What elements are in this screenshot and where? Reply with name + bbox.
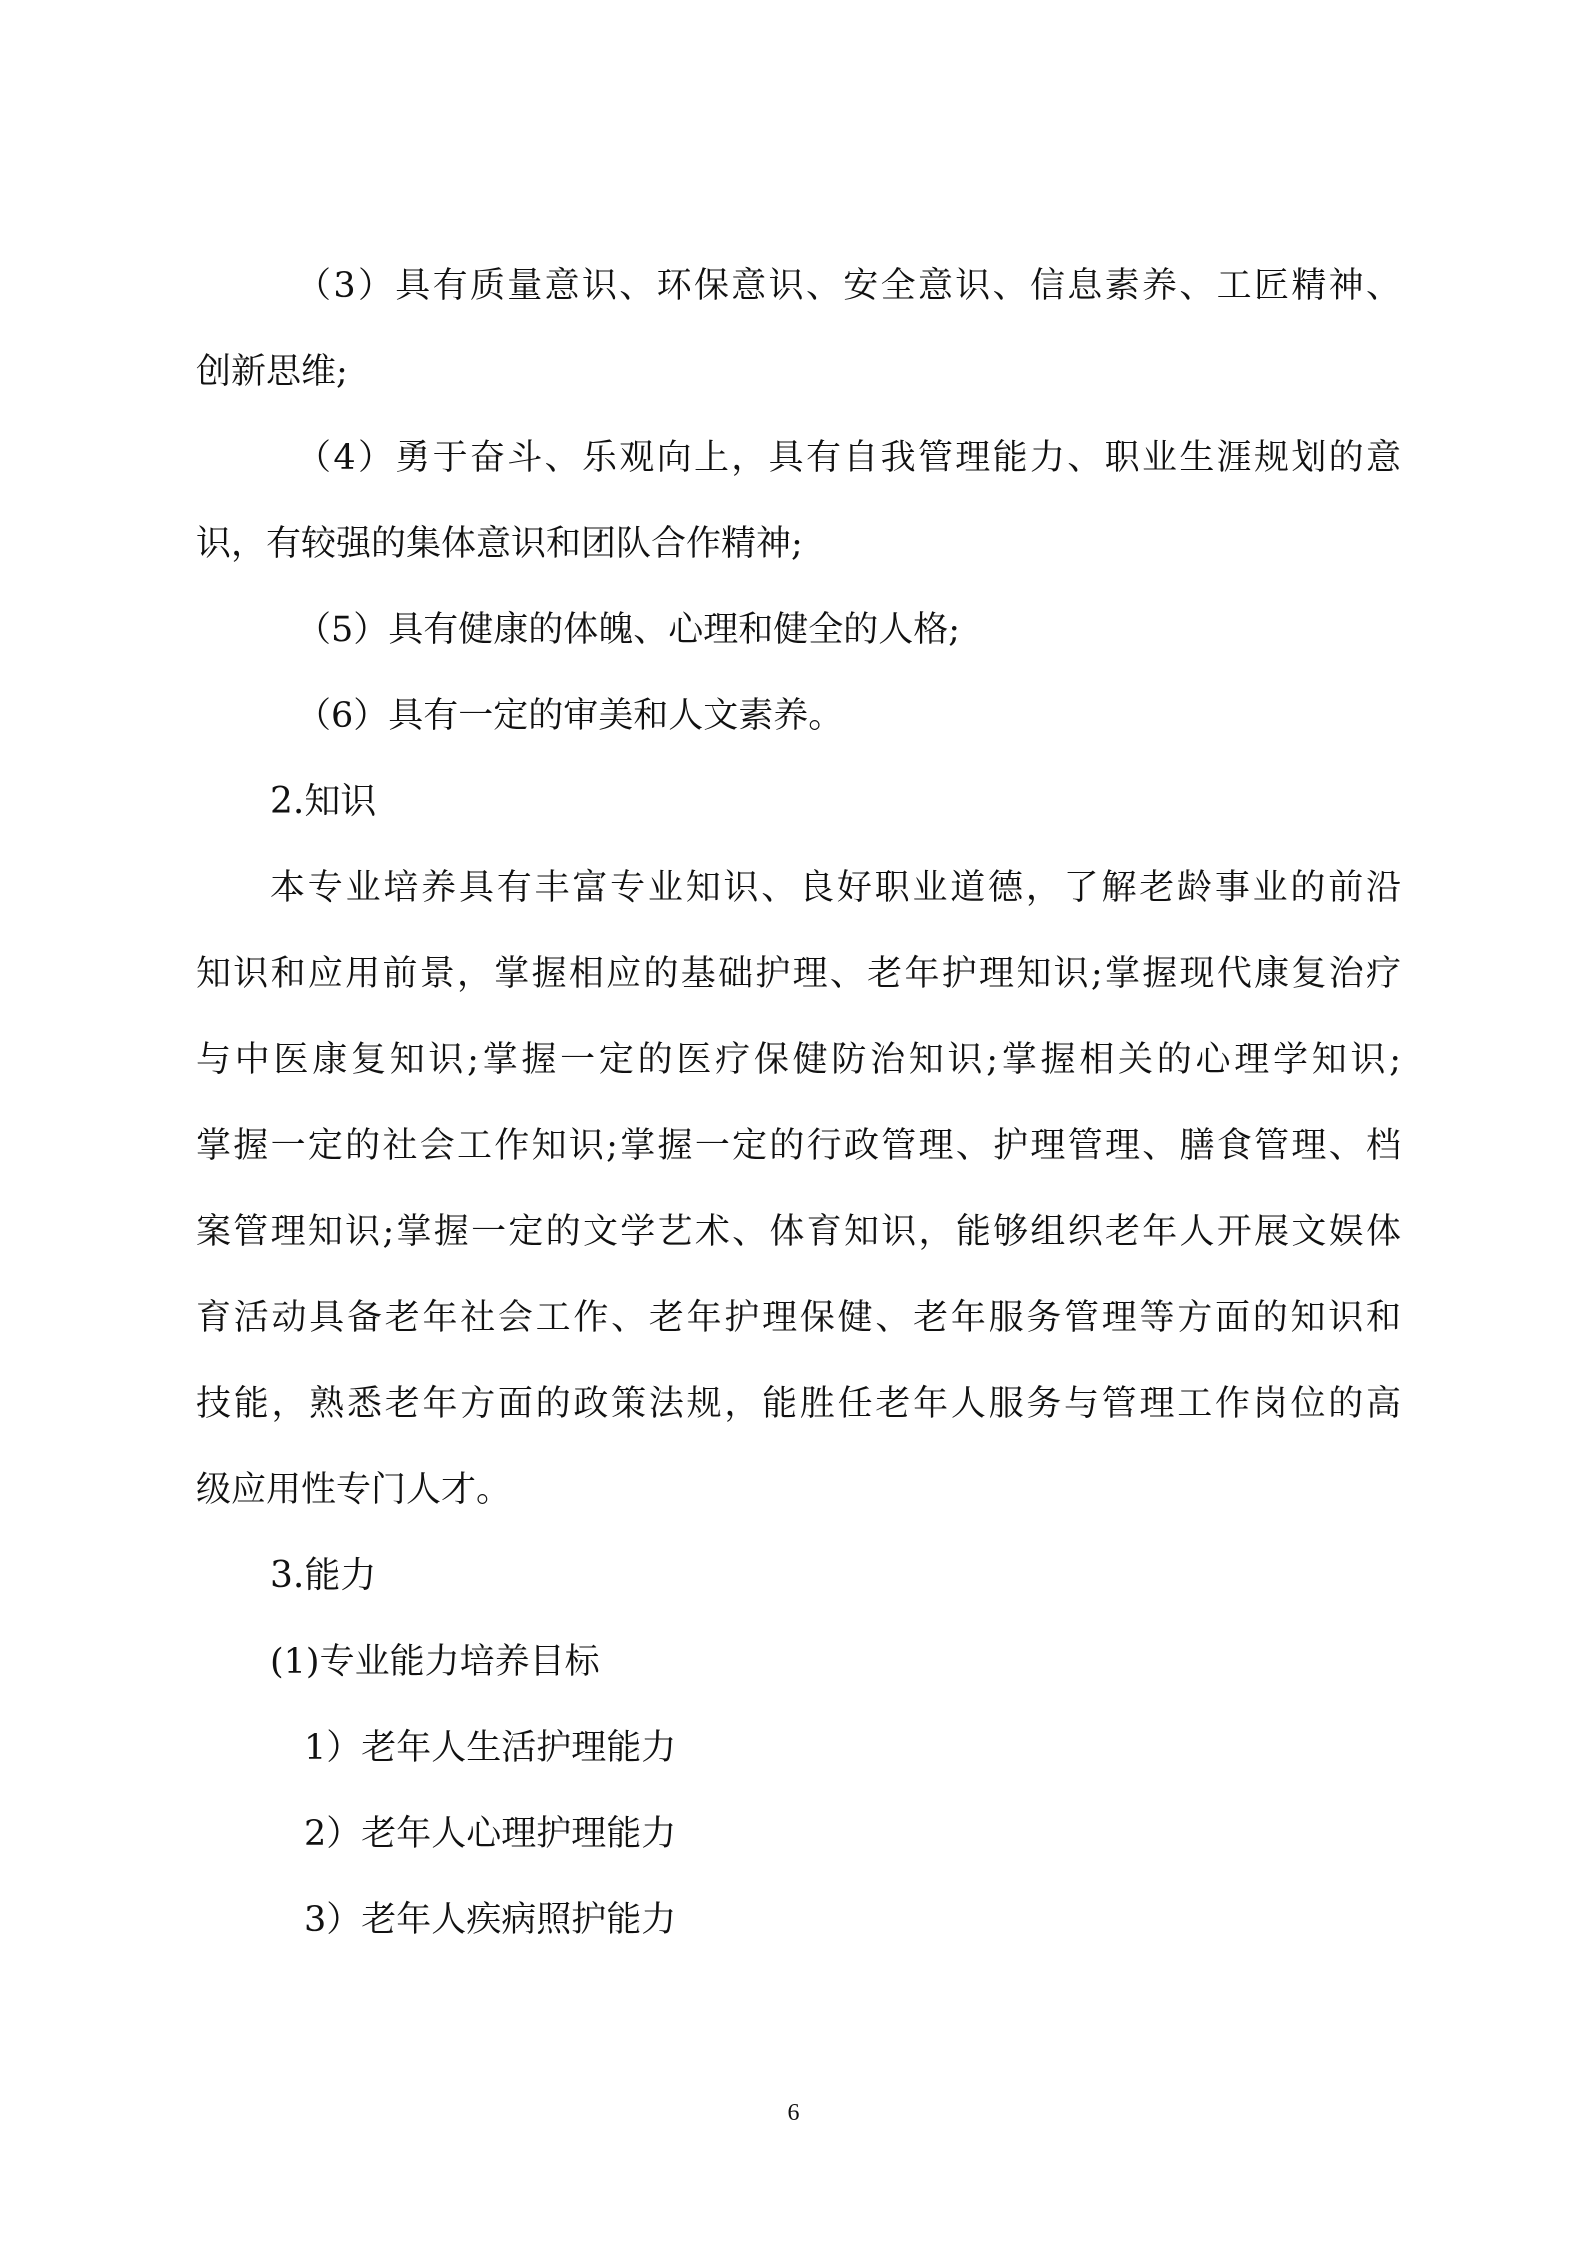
quality-item-4-line-1: （4）勇于奋斗、乐观向上，具有自我管理能力、职业生涯规划的意 <box>296 438 1401 478</box>
knowledge-line-1: 本专业培养具有丰富专业知识、良好职业道德，了解老龄事业的前沿 <box>270 868 1401 908</box>
ability-subheading: (1)专业能力培养目标 <box>270 1642 600 1682</box>
ability-item-1: 1）老年人生活护理能力 <box>304 1728 677 1768</box>
knowledge-heading: 2.知识 <box>270 781 377 822</box>
quality-item-5: （5）具有健康的体魄、心理和健全的人格; <box>296 610 961 650</box>
ability-item-2: 2）老年人心理护理能力 <box>304 1814 677 1854</box>
knowledge-line-5: 案管理知识;掌握一定的文学艺术、体育知识，能够组织老年人开展文娱体 <box>196 1212 1401 1252</box>
knowledge-line-6: 育活动具备老年社会工作、老年护理保健、老年服务管理等方面的知识和 <box>196 1298 1401 1338</box>
knowledge-line-4: 掌握一定的社会工作知识;掌握一定的行政管理、护理管理、膳食管理、档 <box>196 1126 1401 1166</box>
knowledge-line-7: 技能，熟悉老年方面的政策法规，能胜任老年人服务与管理工作岗位的高 <box>196 1384 1401 1424</box>
page-number: 6 <box>787 2100 800 2126</box>
knowledge-line-2: 知识和应用前景，掌握相应的基础护理、老年护理知识;掌握现代康复治疗 <box>196 954 1401 994</box>
ability-item-3: 3）老年人疾病照护能力 <box>304 1900 677 1940</box>
quality-item-3-line-1: （3）具有质量意识、环保意识、安全意识、信息素养、工匠精神、 <box>296 266 1401 306</box>
quality-item-3-line-2: 创新思维; <box>196 352 348 392</box>
quality-item-6: （6）具有一定的审美和人文素养。 <box>296 696 844 736</box>
knowledge-line-8: 级应用性专门人才。 <box>196 1470 512 1510</box>
quality-item-4-line-2: 识，有较强的集体意识和团队合作精神; <box>196 524 803 564</box>
ability-heading: 3.能力 <box>270 1555 377 1596</box>
knowledge-line-3: 与中医康复知识;掌握一定的医疗保健防治知识;掌握相关的心理学知识; <box>196 1040 1401 1080</box>
